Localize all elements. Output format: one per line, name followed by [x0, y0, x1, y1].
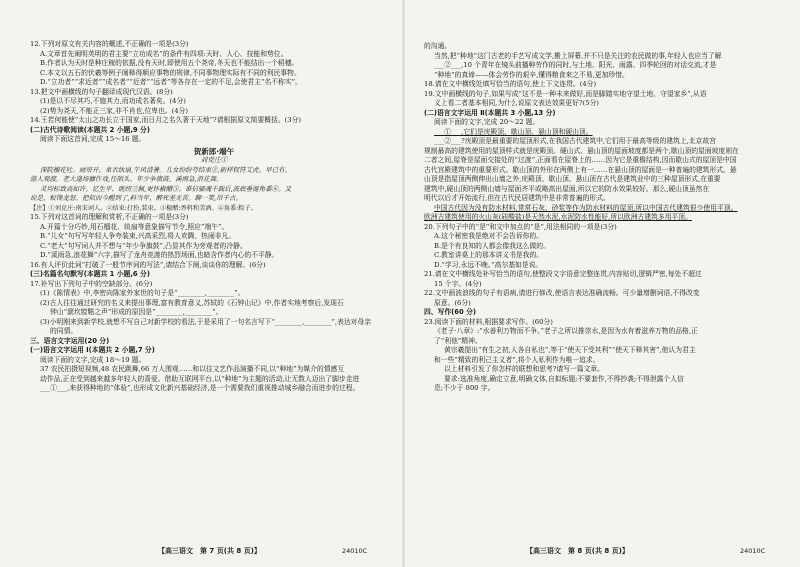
text-line: 14.王若何能使“太山之功长立于国家,而日月之名久著于天地”?请根据原文简要概括。(3分)	[30, 116, 302, 124]
text-line: 15.下列对这首词的理解和赏析,不正确的一项是(3分)	[30, 213, 189, 221]
poem-line: 游人观渡。老大逢场慵作戏,任陌头、年少争旗鼓。溪雨急,浪花舞。	[30, 175, 223, 183]
text-line: 13.把文中画横线的句子翻译成现代汉语。(8分)	[30, 87, 173, 96]
text-line: 16.有人评价此词“打破了一般节序词的写法”,请结合下阕,谈谈你的理解。(6分)	[30, 260, 266, 269]
text-line: A.这个秘密我是绝对不会告诉你的。	[434, 232, 544, 240]
text-line: 12.下列对原文有关内容的概述,不正确的一项是(3分)	[30, 40, 189, 48]
text-line: ___①___,来获得种地的“体验”,也形成文化新兴基础经济,是一个需要我们重视推动城乡融合而进步的过程。	[40, 384, 360, 392]
text-line: A.开篇十分巧妙,用石榴花、纨扇等意象描写节令,照应“端午”。	[40, 222, 229, 231]
text-line: 的沟通。	[424, 42, 452, 50]
text-line: (三)名篇名句默写(本题共 1 小题,6 分)	[30, 270, 150, 278]
text-line: D.“溪雨急,浪花舞”六字,描写了龙舟竞渡的热烈场面,也暗含作者内心的不平静。	[40, 251, 279, 259]
text-line: 原意。(6分)	[434, 298, 471, 307]
poem-note: 【注】①刘克庄:南宋词人。②结束:打扮,装束。③椒醑:香料和美酒。④角黍:粽子。	[30, 204, 257, 212]
left-questions-top	[30, 40, 398, 145]
text-line: 阅读下面的文字,完成 20～22 题。	[434, 118, 540, 126]
text-line: 欧洲古建筑使用的火山灰(硅酸盐)是天然水泥,水泥防水性能好,所以欧洲古建筑多用平顶。	[424, 213, 692, 221]
text-line: (2)古人往往通过研究的名义来提出事理,富有教育意义,苏轼的《石钟山记》中,作者实地考察后,发现石	[40, 298, 344, 307]
text-line: 22.文中画波浪线的句子有语病,请进行修改,使语言表达准确流畅。可少量增删词语,不得改变	[424, 289, 700, 297]
page-8-footer-label: 【高三语文 第 8 页(共 8 页)】	[526, 547, 629, 555]
text-line: C.教室讲桌上的那本讲义书是我的。	[434, 251, 544, 259]
page-7-footer-code: 24010C	[342, 547, 368, 555]
text-line: (1)是以不尽其巧,不施其力,而功成名著矣。(4分)	[40, 97, 186, 105]
text-line: 17.补写出下列句子中的空缺部分。(6分)	[30, 279, 153, 288]
page-8-footer-code: 24010C	[740, 547, 766, 555]
text-line: 以上材料引发了你怎样的联想和思考?请写一篇文章。	[444, 365, 604, 373]
text-line: 《老子·八章》:“水善利万物而不争。”老子之所以推崇水,是因为水有着滋养万物的品格,正	[434, 327, 698, 335]
left-questions-bottom	[30, 213, 398, 394]
text-line: 黄宗羲提出“有生之初,人各自私也”,等于“使天下受其利”“使天下释其害”,他认为君主	[444, 346, 696, 354]
poem-line: 灵均标致高如许。忆生平、既纫兰佩,更怀椒醑③。谁信骚魂千载后,波底垂涎角黍④。又	[40, 184, 292, 193]
text-line: 三、语言文字运用(20 分)	[30, 336, 110, 345]
text-line: (1)《陈情表》中,李密向陈家外家世的句子是“________,________”。	[40, 289, 245, 297]
text-line: 了“利他”精神。	[434, 336, 482, 345]
text-line: 山顶是指屋顶两侧伸出山墙之外,庑殿顶、歇山顶、悬山顶在古代是建筑业中的三种屋顶形式,在重要	[424, 175, 721, 183]
text-line: 息;不少于 800 字。	[434, 384, 495, 392]
text-line: “种地”的真谛——体会劳作的艰辛,懂得粮食来之不易,更加珍惜。	[434, 70, 629, 79]
text-line: A.文章首先阐明英明的君主要“立功成名”的条件有四项:天时、人心、技能和势位。	[40, 49, 288, 58]
text-line: B.是个有良知的人都会像我这么做的。	[434, 241, 550, 250]
text-line: 钟山“窾坎镗鞳之声”形成的原因是“________,________”。	[50, 308, 223, 316]
text-line: 的同情。	[50, 327, 78, 335]
text-line: (二)古代诗歌阅读(本题共 2 小题,9 分)	[30, 125, 150, 134]
text-line: 中国古代因为没有防水材料,常常石灰、砂浆等作为防水材料的屋顶,所以中国古代建筑很少使用平顶。	[434, 203, 738, 212]
text-line: C.本文以五石的伏羲等例子阐释得顺应事物的规律,不同事物理实际有不同的利民事物。	[40, 68, 301, 77]
poem-author: 刘克庄①	[200, 156, 228, 164]
text-line: 15 个字。(4分)	[434, 279, 482, 288]
text-line: 阅读下面这首词,完成 15～16 题。	[40, 135, 146, 143]
text-line: 动作品,正在受到越来越多年轻人的喜爱。借助互联网平台,以“种地”为主题的活动,让无数人迈出了脚步走进	[40, 374, 360, 383]
text-line: ___②___?庑殿顶是最重要的屋顶形式,在我国古代建筑中,它们用于最高等级的建筑上,北京故宫	[434, 137, 716, 145]
text-line: 和一些“精致的利己主义者”,将个人私利作为唯一追求。	[434, 355, 600, 364]
text-line: (一)语言文字运用 Ⅰ(本题共 2 小题,7 分)	[30, 346, 155, 354]
text-line: B.作者认为天时是种庄稼的依据,没有天时,即使用五个尧帝,冬天也不能结出一个稻穗。	[40, 59, 299, 67]
text-line: 义上看二者基本相同,为什么说原文表达效果更好?(5分)	[434, 99, 599, 107]
text-line: ___②___,10 个青年在镜头前播种劳作的同时,与土地、阳光、雨露、四季轮回的对话交流,才是	[434, 61, 717, 69]
text-line: (2)势为尧天,不能正三家,非不肖也,位卑也。(4分)	[40, 106, 189, 115]
text-line: B.“儿女”句写写年轻人争夸装束,兴高采烈,将人欢腾、热闹非凡。	[40, 232, 236, 240]
right-questions	[424, 42, 782, 394]
text-line: (二)语言文字运用 Ⅱ(本题共 3 小题,13 分)	[424, 108, 556, 117]
text-line: 18.请在文中横线处填写恰当的语句,使上下文连贯。(4分)	[424, 80, 597, 88]
text-line: D.“学习,永远不晚。”高尔基如是说。	[434, 260, 543, 269]
text-line: 当然,把“种地”这门古老的手艺写成文学,搬上屏幕,并不只是关注的农民做的事,年轻人也应当了解	[434, 51, 722, 60]
text-line: 21.请在文中横线处补写恰当的语句,使整段文字语意完整连贯,内容贴切,逻辑严密,每处不超过	[424, 270, 702, 278]
poem-text	[30, 166, 398, 204]
text-line: 古代宫殿建筑中的重要形式。歇山顶的外形在两侧上有一……在悬山顶的屋面是一种普遍的建筑形式。悬	[424, 165, 737, 174]
poem-line: 深院榴花吐。画帘开、束衣纨扇,午风清暑。儿女纷纷夸结束②,新样钗符艾虎。早已有、	[40, 165, 292, 174]
text-line: 23.阅读下面的材料,根据要求写作。(60分)	[424, 317, 553, 326]
text-line: 明代以后才开始流行,但在古代民居建筑中是非常普遍的形式。	[424, 194, 610, 202]
page-7-footer-label: 【高三语文 第 7 页(共 8 页)】	[158, 547, 261, 555]
text-line: 37 农民拍摄短视频,48 农民跳舞,66 万人围观……和以往文艺作品演播不同,以“种地”为媒介的情感互	[40, 365, 345, 373]
text-line: 阅读下面的文字,完成 18～19 题。	[40, 355, 146, 364]
text-line: 规制最高的建筑使用的屋顶样式就是庑殿顶。硬山式、悬山顶的屋面坡度都是两个,歇山顶的屋面坡度则在	[424, 146, 739, 155]
page-8	[404, 0, 800, 567]
text-line: (3)小明刚来到新学校,就想不写自己对新学校的看法,于是采用了一句名言写下“________,________”,表达对母亲	[40, 317, 372, 326]
text-line: 20.下列句子中的“是”和文中加点的“是”,用法相同的一项是(3分)	[424, 222, 617, 231]
text-line: D.“立功者”“求近者”“成名者”“近者”“远者”等各存在一定的不足,会使君主“名不称实”。	[40, 78, 302, 86]
text-line: 要求:选准角度,确定立意,明确文体,自拟标题;不要套作,不得抄袭;不得泄露个人信	[444, 374, 684, 383]
text-line: C.“老大”句写词人并不想与“年少争旗鼓”,凸显其作为旁观者的冷静。	[40, 241, 247, 250]
poem-title: 贺新郎·端午	[193, 146, 235, 156]
text-line: 二者之间,屋脊是屋面交接处的“过渡”,正面看在屋脊上的……因为它是重檐结构,因而歇山式的屋顶是中国	[424, 156, 737, 164]
text-line: 建筑中,硬山顶的两侧山墙与屋面齐平或略高出屋面,所以它的防水效果较好。那么,硬山顶虽然在	[424, 184, 710, 193]
text-line: 19.文中画横线的句子,如果写成“这不是一种未来做好,而是脚踏实地守望土地、守望家乡”,从语	[424, 89, 707, 98]
text-line: 四、写作(60 分)	[424, 308, 477, 316]
poem-block	[30, 147, 398, 214]
text-line: ___①___,它们是庑殿顶、歇山顶、悬山顶和硬山顶。	[434, 127, 593, 136]
poem-line: 说是、蛟馋龙怒。把似而今醒到了,料当年、醉死差无苦。聊一笑,吊千古。	[30, 194, 243, 202]
